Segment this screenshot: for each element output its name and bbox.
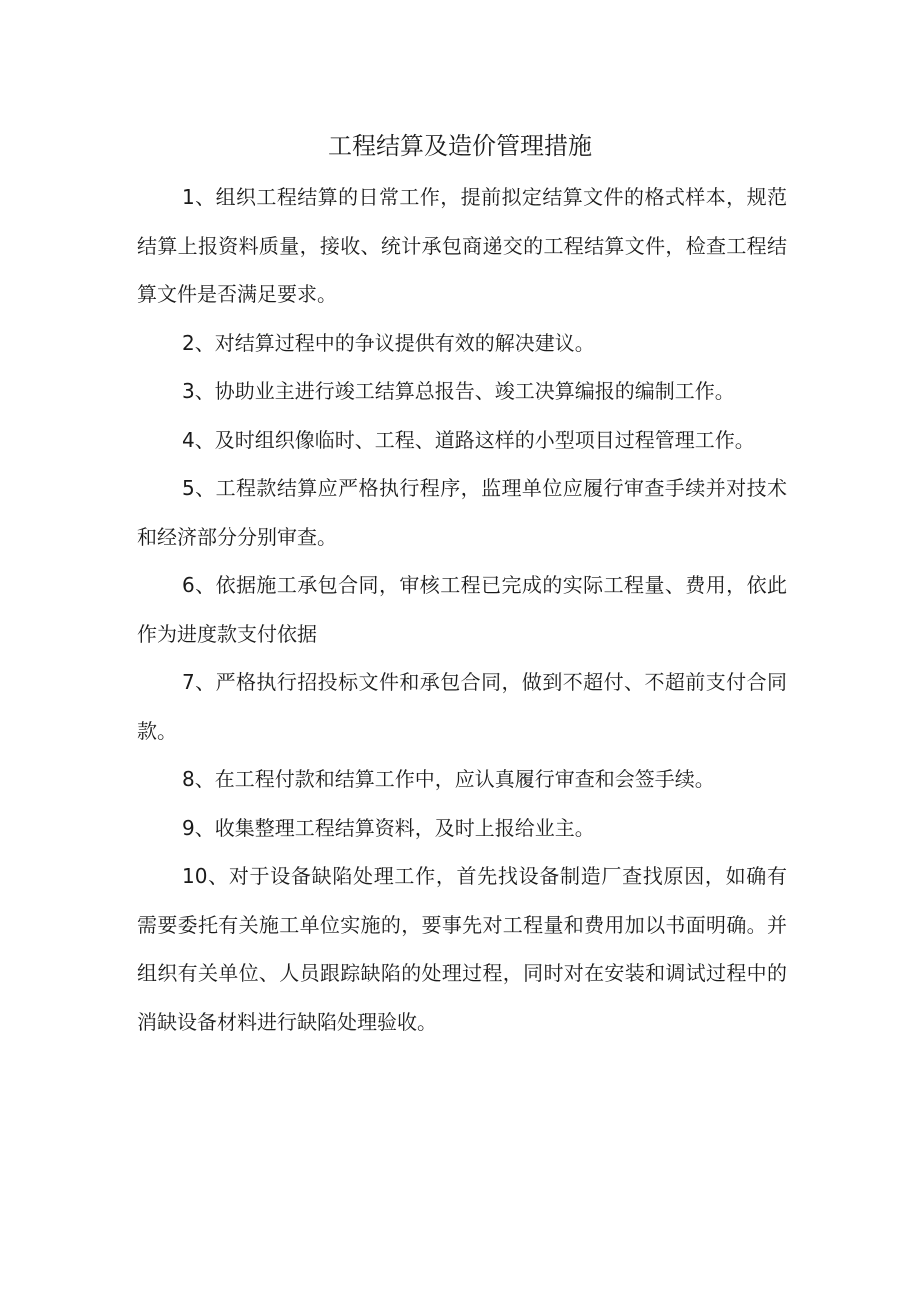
document-body [137, 173, 787, 1046]
paragraph-4: 4、及时组织像临时、工程、道路这样的小型项目过程管理工作。 [182, 427, 755, 452]
paragraph-8: 8、在工程付款和结算工作中，应认真履行审查和会签手续。 [182, 767, 715, 791]
paragraph-6: 6、依据施工承包合同，审核工程已完成的实际工程量、费用，依此作为进度款支付依据 [137, 573, 787, 646]
paragraph-7: 7、严格执行招投标文件和承包合同，做到不超付、不超前支付合同款。 [137, 670, 787, 743]
paragraph-3: 3、协助业主进行竣工结算总报告、竣工决算编报的编制工作。 [182, 379, 735, 403]
paragraph-9: 9、收集整理工程结算资料，及时上报给业主。 [182, 815, 595, 840]
paragraph-5: 5、工程款结算应严格执行程序，监理单位应履行审查手续并对技术和经济部分分别审查。 [137, 476, 787, 549]
paragraph-10: 10、对于设备缺陷处理工作，首先找设备制造厂查找原因，如确有需要委托有关施工单位实施的，要事先对工程量和费用加以书面明确。并组织有关单位、人员跟踪缺陷的处理过程，同时对在安装和调试过程中的消缺设备材料进行缺陷处理验收。 [137, 864, 787, 1034]
paragraph-2: 2、对结算过程中的争议提供有效的解决建议。 [182, 330, 595, 355]
paragraph-1: 1、组织工程结算的日常工作，提前拟定结算文件的格式样本，规范结算上报资料质量，接收、统计承包商递交的工程结算文件，检查工程结算文件是否满足要求。 [137, 185, 787, 306]
document-title: 工程结算及造价管理措施 [328, 132, 592, 160]
